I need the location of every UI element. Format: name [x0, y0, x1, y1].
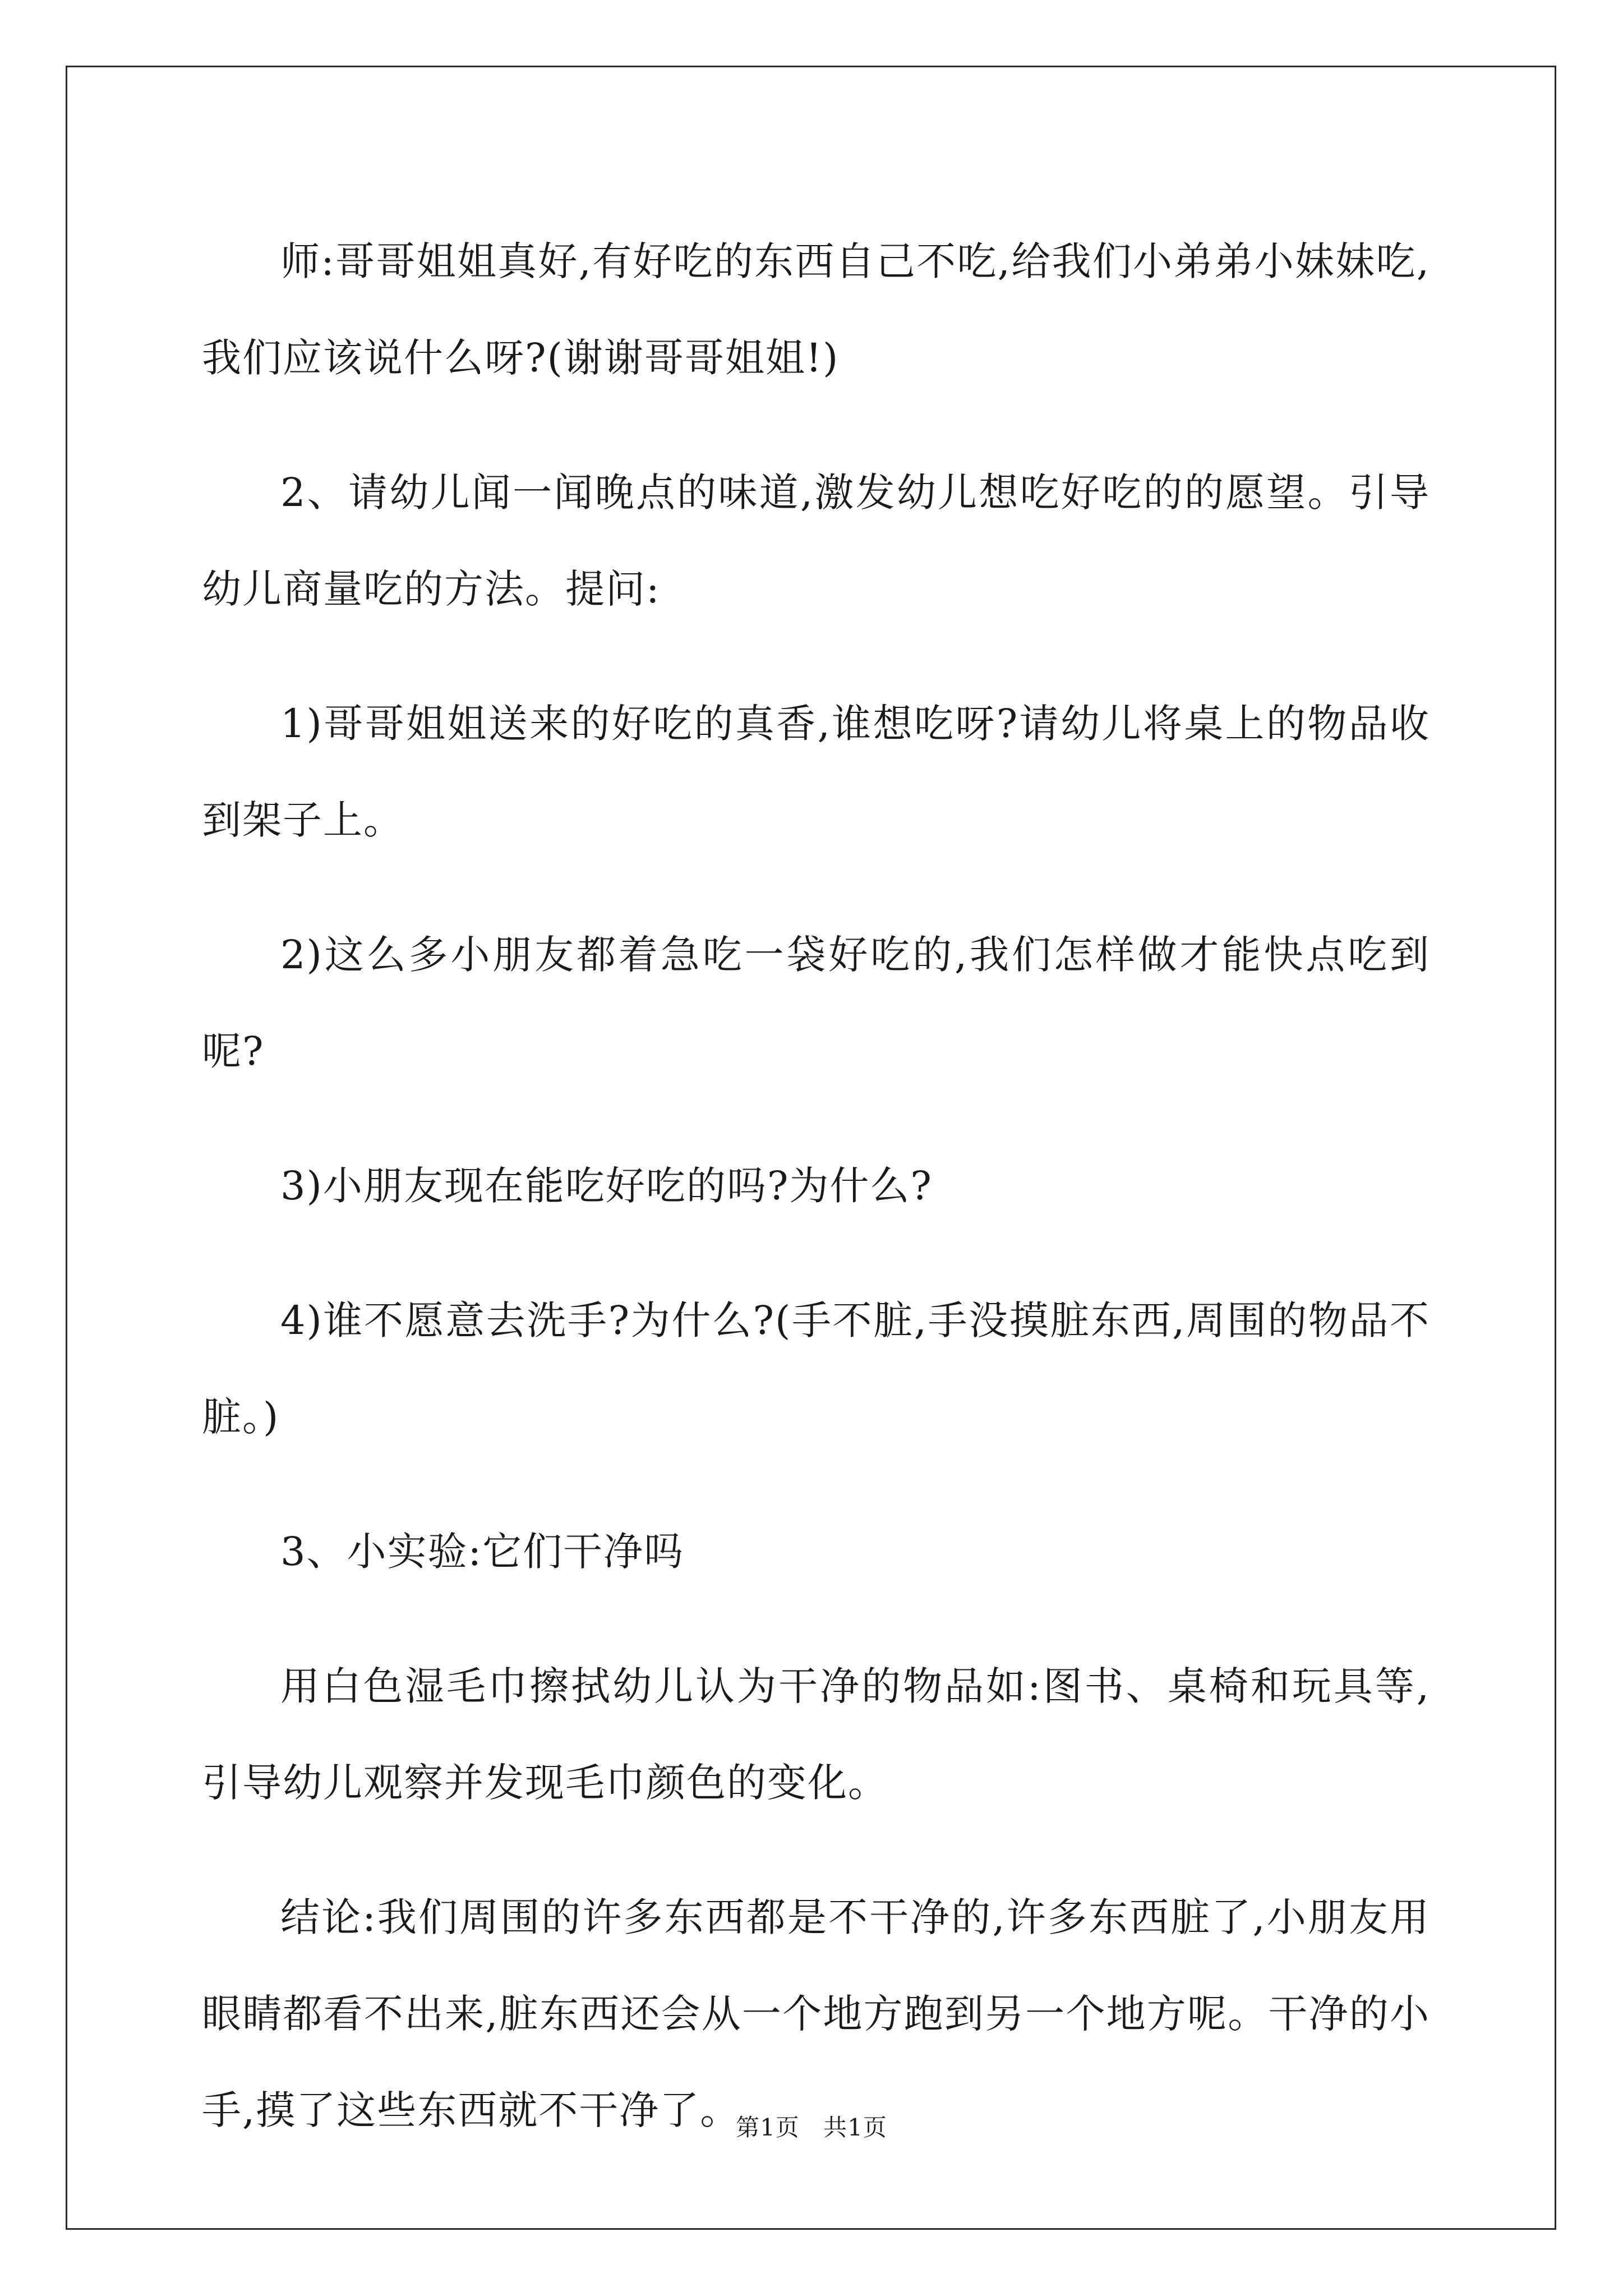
paragraph-teacher-line: 师:哥哥姐姐真好,有好吃的东西自己不吃,给我们小弟弟小妹妹吃,我们应该说什么呀?(谢谢哥哥姐姐!): [202, 238, 1430, 381]
paragraph-question-3: 3)小朋友现在能吃好吃的吗?为什么?: [280, 1163, 933, 1209]
paragraph-question-2: 2)这么多小朋友都着急吃一袋好吃的,我们怎样做才能快点吃到呢?: [202, 932, 1430, 1074]
page-number-total: 共1页: [823, 2114, 887, 2141]
paragraph-question-1: 1)哥哥姐姐送来的好吃的真香,谁想吃呀?请幼儿将桌上的物品收到架子上。: [202, 701, 1430, 843]
document-body: [202, 213, 1430, 2197]
paragraph-step-3-heading: 3、小实验:它们干净吗: [280, 1529, 685, 1575]
paragraph-question-4: 4)谁不愿意去洗手?为什么?(手不脏,手没摸脏东西,周围的物品不脏。): [202, 1297, 1430, 1440]
paragraph-conclusion: 结论:我们周围的许多东西都是不干净的,许多东西脏了,小朋友用眼睛都看不出来,脏东西还会从一个地方跑到另一个地方呢。干净的小手,摸了这些东西就不干净了。: [202, 1894, 1430, 2133]
paragraph-step-2: 2、请幼儿闻一闻晚点的味道,激发幼儿想吃好吃的的愿望。引导幼儿商量吃的方法。提问:: [202, 470, 1430, 612]
paragraph-experiment: 用白色湿毛巾擦拭幼儿认为干净的物品如:图书、桌椅和玩具等,引导幼儿观察并发现毛巾颜色的变化。: [202, 1663, 1430, 1806]
page-footer: [0, 2109, 1623, 2143]
page-number-current: 第1页: [736, 2114, 800, 2141]
